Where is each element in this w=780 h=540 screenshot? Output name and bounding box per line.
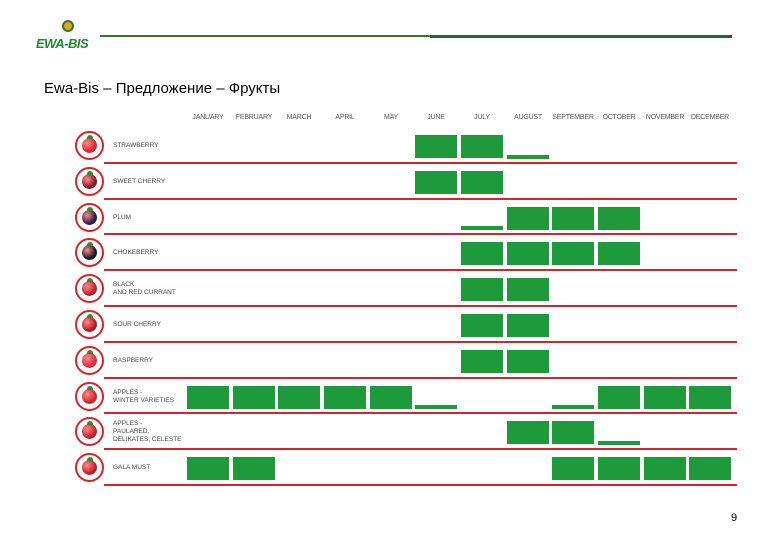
leaf-shape [87,314,93,318]
plum-icon [75,203,104,232]
season-cell-full [461,278,503,301]
season-cell-full [507,278,549,301]
fruit-picture [82,460,97,475]
gala-apple-icon [75,453,104,482]
season-cell-full [598,207,640,230]
season-cell-full [461,350,503,373]
row-divider [104,377,737,379]
row-divider [104,448,737,450]
fruit-label: SWEET CHERRY [113,177,166,185]
row-divider [104,162,737,164]
fruit-label: BLACK AND RED CURRANT [113,281,176,297]
strawberry-icon [75,131,104,160]
season-cell-full [598,386,640,409]
month-header-january: JANUARY [192,114,224,121]
page-title: Ewa-Bis – Предложение – Фрукты [44,80,281,97]
row-divider [104,484,737,486]
month-header-july: JULY [474,114,490,121]
season-cell-full [233,457,275,480]
fruit-picture [82,281,97,296]
month-header-november: NOVEMBER [645,114,685,121]
season-cell-full [598,457,640,480]
season-cell-full [507,314,549,337]
season-cell-full [278,386,320,409]
row-divider [104,341,737,343]
season-cell-full [552,207,594,230]
fruit-label: CHOKEBERRY [113,249,159,257]
month-header-september: SEPTEMBER [552,114,594,121]
month-header-may: MAY [383,114,399,121]
header-rule-accent [430,35,732,38]
fruit-picture [82,317,97,332]
fruit-picture [82,389,97,404]
season-cell-full [552,457,594,480]
month-header-february: FEBRUARY [235,114,273,121]
season-cell-partial [552,405,594,409]
season-cell-full [187,386,229,409]
leaf-shape [87,242,93,246]
leaf-shape [87,171,93,175]
fruit-label: STRAWBERRY [113,141,159,149]
leaf-shape [87,207,93,211]
season-cell-full [644,386,686,409]
row-divider [104,412,737,414]
leaf-shape [87,135,93,139]
logo-badge-icon [62,20,74,32]
fruit-picture [82,174,97,189]
season-cell-full [370,386,412,409]
season-cell-full [598,242,640,265]
season-cell-partial [598,441,640,445]
fruit-label: SOUR CHERRY [113,320,161,328]
fruit-label: RASPBERRY [113,356,153,364]
season-cell-full [233,386,275,409]
raspberry-icon [75,346,104,375]
season-cell-partial [415,405,457,409]
season-cell-full [689,457,731,480]
season-cell-full [644,457,686,480]
season-cell-full [507,242,549,265]
fruit-label: PLUM [113,213,132,221]
season-cell-full [324,386,366,409]
season-cell-full [461,171,503,194]
season-cell-full [461,242,503,265]
season-cell-full [415,135,457,158]
leaf-shape [87,421,93,425]
leaf-shape [87,278,93,282]
row-divider [104,233,737,235]
season-cell-full [689,386,731,409]
sour-cherry-icon [75,310,104,339]
row-divider [104,269,737,271]
fruit-picture [82,245,97,260]
apple-red-icon [75,417,104,446]
season-cell-full [552,242,594,265]
leaf-shape [87,457,93,461]
sweet-cherry-icon [75,167,104,196]
season-cell-full [187,457,229,480]
fruit-label: APPLES - WINTER VARIETIES [113,388,174,404]
fruit-picture [82,138,97,153]
leaf-shape [87,350,93,354]
month-header-row [0,114,780,126]
season-cell-full [507,421,549,444]
month-header-october: OCTOBER [602,114,636,121]
season-cell-full [415,171,457,194]
row-divider [104,198,737,200]
month-header-june: JUNE [427,114,445,121]
season-cell-full [507,350,549,373]
fruit-label: APPLES - PAULARED, DELIKATES, CELESTE [113,420,182,444]
logo-wordmark: EWA-BIS [36,36,89,51]
month-header-april: APRIL [335,114,355,121]
fruit-picture [82,353,97,368]
season-cell-full [461,314,503,337]
leaf-shape [87,386,93,390]
season-cell-full [552,421,594,444]
season-cell-full [461,135,503,158]
currant-icon [75,274,104,303]
page-number: 9 [731,512,738,524]
month-header-march: MARCH [286,114,312,121]
row-divider [104,305,737,307]
ewa-bis-logo [36,20,98,54]
apple-icon [75,382,104,411]
fruit-picture [82,210,97,225]
month-header-august: AUGUST [514,114,542,121]
fruit-picture [82,424,97,439]
season-cell-partial [461,226,503,230]
chokeberry-icon [75,238,104,267]
month-header-december: DECEMBER [690,114,730,121]
fruit-label: GALA MUST [113,464,151,472]
season-cell-full [507,207,549,230]
season-cell-partial [507,155,549,159]
